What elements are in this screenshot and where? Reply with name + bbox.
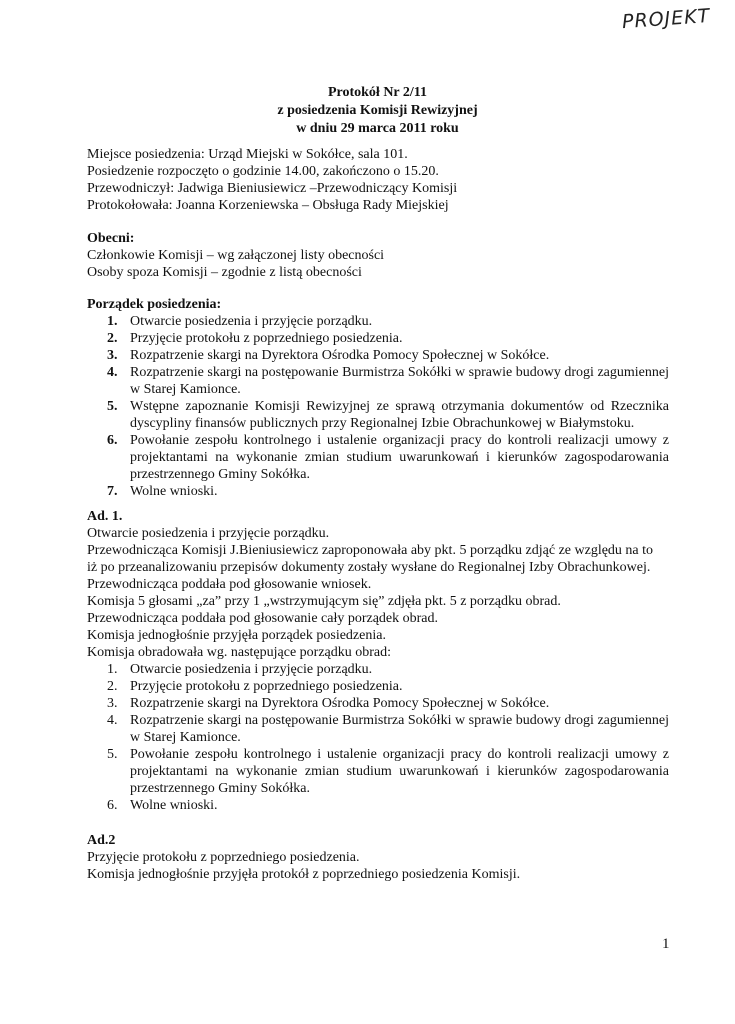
ad1-item-number: 3. [107, 696, 118, 711]
ad1-line: Komisja jednogłośnie przyjęła porządek posiedzenia. [87, 628, 386, 643]
ad1-agenda-item [87, 678, 669, 695]
ad2-heading: Ad.2 [87, 833, 116, 848]
ad1-line: iż po przeanalizowaniu przepisów dokumenty zostały wysłane do Regionalnej Izby Obrachunkowej. [87, 560, 651, 575]
agenda-item-text: Rozpatrzenie skargi na postępowanie Burmistrza Sokółki w sprawie budowy drogi zagumiennej w Starej Kamionce. [130, 365, 669, 397]
ad1-heading: Ad. 1. [87, 509, 123, 524]
agenda-heading: Porządek posiedzenia: [87, 297, 222, 312]
meeting-chair: Przewodniczył: Jadwiga Bieniusiewicz –Przewodniczący Komisji [87, 181, 458, 196]
page-number: 1 [662, 936, 670, 952]
agenda-section [87, 296, 669, 500]
title-line-1: Protokół Nr 2/11 [327, 85, 428, 100]
attendance-heading: Obecni: [87, 231, 135, 246]
agenda-item-text: Wstępne zapoznanie Komisji Rewizyjnej ze sprawą otrzymania dokumentów od Rzecznika dyscypliny finansów publicznych przy Regionalnej Izbie Obrachunkowej w Białymstoku. [130, 399, 669, 431]
ad1-section [87, 508, 669, 814]
ad1-item-text: Przyjęcie protokołu z poprzedniego posiedzenia. [130, 679, 403, 694]
ad1-item-number: 4. [107, 713, 118, 728]
ad1-agenda-list [87, 661, 669, 814]
agenda-item-number: 2. [107, 331, 118, 346]
meeting-time: Posiedzenie rozpoczęto o godzinie 14.00, zakończono o 15.20. [87, 164, 439, 179]
agenda-item-text: Rozpatrzenie skargi na Dyrektora Ośrodka Pomocy Społecznej w Sokółce. [130, 348, 550, 363]
agenda-item-number: 3. [107, 348, 118, 363]
agenda-item [87, 313, 669, 330]
agenda-item-text: Otwarcie posiedzenia i przyjęcie porządku. [130, 314, 373, 329]
ad1-item-text: Otwarcie posiedzenia i przyjęcie porządku. [130, 662, 373, 677]
meeting-place: Miejsce posiedzenia: Urząd Miejski w Sokółce, sala 101. [87, 147, 408, 162]
agenda-item-number: 4. [107, 365, 118, 380]
attendance-line: Osoby spoza Komisji – zgodnie z listą obecności [87, 265, 362, 280]
ad1-agenda-item [87, 712, 669, 746]
ad2-line: Przyjęcie protokołu z poprzedniego posiedzenia. [87, 850, 360, 865]
handwritten-stamp: PROJEKT [621, 4, 711, 34]
title-line-3: w dniu 29 marca 2011 roku [296, 121, 459, 136]
ad1-item-number: 5. [107, 747, 118, 762]
agenda-item-text: Wolne wnioski. [130, 484, 218, 499]
ad1-agenda-item [87, 746, 669, 797]
ad1-item-number: 1. [107, 662, 118, 677]
ad1-line: Przewodnicząca Komisji J.Bieniusiewicz zaproponowała aby pkt. 5 porządku zdjąć ze względu na to [87, 543, 654, 558]
agenda-item [87, 330, 669, 347]
title-line-2: z posiedzenia Komisji Rewizyjnej [277, 103, 478, 118]
agenda-item-text: Powołanie zespołu kontrolnego i ustalenie organizacji pracy do kontroli realizacji umowy z projektantami na wykonanie zmian studium uwarunkowań i kierunków zagospodarowania przestrzennego Gminy Sokółka. [130, 433, 669, 482]
ad1-line: Komisja 5 głosami „za” przy 1 „wstrzymującym się” zdjęła pkt. 5 z porządku obrad. [87, 594, 561, 609]
meeting-recorder: Protokołowała: Joanna Korzeniewska – Obsługa Rady Miejskiej [87, 198, 449, 213]
attendance-line: Członkowie Komisji – wg załączonej listy obecności [87, 248, 385, 263]
ad1-line: Otwarcie posiedzenia i przyjęcie porządku. [87, 526, 330, 541]
agenda-item-number: 5. [107, 399, 118, 414]
ad1-line: Przewodnicząca poddała pod głosowanie wniosek. [87, 577, 372, 592]
ad1-line: Przewodnicząca poddała pod głosowanie cały porządek obrad. [87, 611, 439, 626]
agenda-item-number: 1. [107, 314, 118, 329]
attendance-section [87, 230, 669, 281]
meeting-details [87, 146, 669, 214]
agenda-item [87, 364, 669, 398]
ad1-agenda-item [87, 797, 669, 814]
ad2-section [87, 832, 669, 883]
ad1-line: Komisja obradowała wg. następujące porządku obrad: [87, 645, 392, 660]
agenda-list [87, 313, 669, 500]
ad1-item-text: Rozpatrzenie skargi na Dyrektora Ośrodka Pomocy Społecznej w Sokółce. [130, 696, 550, 711]
agenda-item [87, 432, 669, 483]
ad2-line: Komisja jednogłośnie przyjęła protokół z poprzedniego posiedzenia Komisji. [87, 867, 521, 882]
ad1-item-number: 6. [107, 798, 118, 813]
ad1-agenda-item [87, 695, 669, 712]
agenda-item-number: 6. [107, 433, 118, 448]
agenda-item [87, 398, 669, 432]
ad1-item-text: Powołanie zespołu kontrolnego i ustalenie organizacji pracy do kontroli realizacji umowy z projektantami na wykonanie zmian studium uwarunkowań i kierunków zagospodarowania przestrzennego Gminy Sokółka. [130, 747, 669, 796]
ad1-item-text: Rozpatrzenie skargi na postępowanie Burmistrza Sokółki w sprawie budowy drogi zagumiennej w Starej Kamionce. [130, 713, 669, 745]
ad1-agenda-item [87, 661, 669, 678]
agenda-item-number: 7. [107, 484, 118, 499]
agenda-item [87, 347, 669, 364]
agenda-item-text: Przyjęcie protokołu z poprzedniego posiedzenia. [130, 331, 403, 346]
document-title [0, 84, 735, 138]
ad1-item-number: 2. [107, 679, 118, 694]
agenda-item [87, 483, 669, 500]
ad1-item-text: Wolne wnioski. [130, 798, 218, 813]
